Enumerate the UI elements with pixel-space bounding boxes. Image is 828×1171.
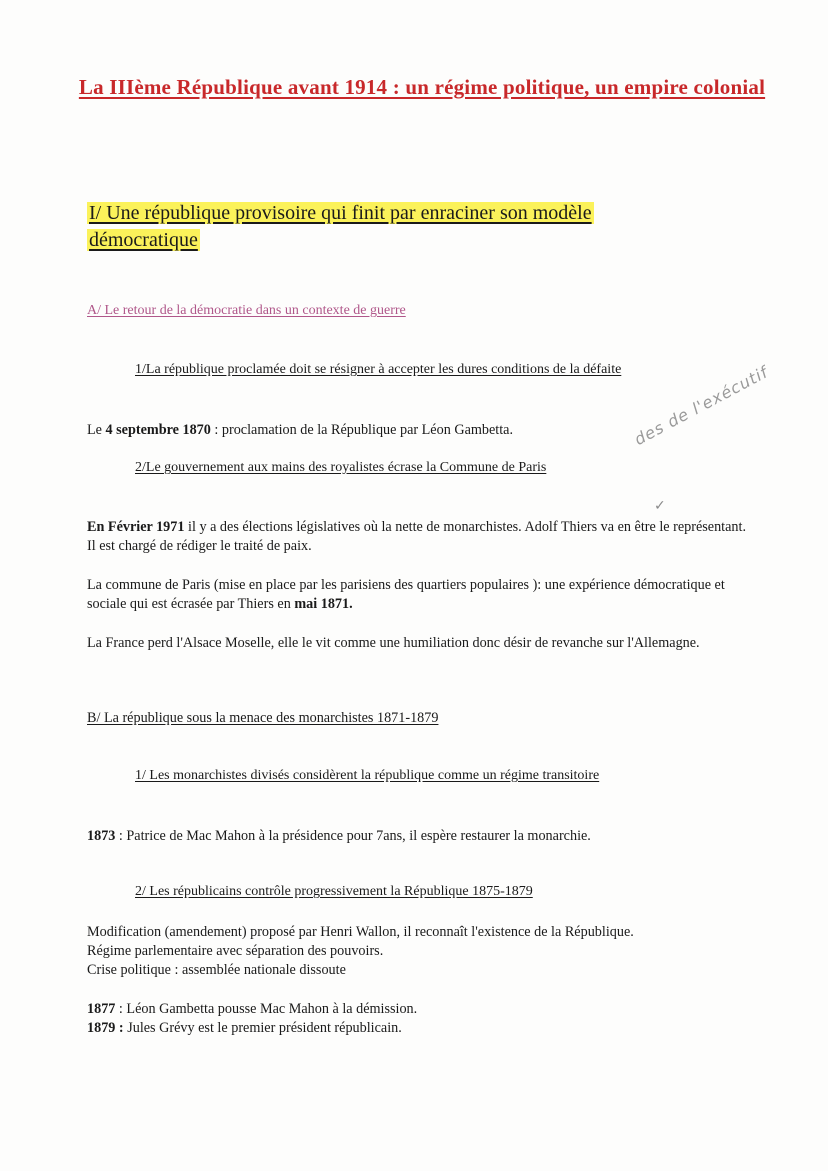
paragraph-commune: [87, 576, 747, 614]
date-mai-1871: mai 1871.: [294, 596, 353, 612]
date-1879: 1879 :: [87, 1020, 124, 1036]
section-1-heading-text: I/ Une république provisoire qui finit par enraciner son modèle démocratique: [89, 202, 592, 251]
part-b-subheading-2: 2/ Les républicains contrôle progressivement la République 1875-1879: [135, 884, 533, 899]
paragraph-alsace: La France perd l'Alsace Moselle, elle le vit comme une humiliation donc désir de revanche sur l'Allemagne.: [87, 635, 700, 651]
date-1870: 4 septembre 1870: [105, 422, 211, 438]
paragraph-1877-1879: [87, 1000, 747, 1038]
page-title: La IIIème République avant 1914 : un régime politique, un empire colonial: [78, 75, 766, 99]
paragraph-wallon: [87, 923, 747, 980]
paragraph-1873-text: : Patrice de Mac Mahon à la présidence pour 7ans, il espère restaurer la monarchie.: [115, 828, 591, 844]
paragraph-commune-text: La commune de Paris (mise en place par les parisiens des quartiers populaires ): une expérience démocratique et sociale qui est écrasée par Thiers en: [87, 577, 725, 612]
paragraph-wallon-line-1: Modification (amendement) proposé par Henri Wallon, il reconnaît l'existence de la République.: [87, 924, 634, 940]
handwritten-tick-mark: ✓: [654, 498, 666, 514]
paragraph-wallon-line-3: Crise politique : assemblée nationale dissoute: [87, 962, 346, 978]
paragraph-wallon-line-2: Régime parlementaire avec séparation des pouvoirs.: [87, 943, 384, 959]
date-1971: En Février 1971: [87, 519, 185, 535]
part-b-heading: B/ La république sous la menace des monarchistes 1871-1879: [87, 710, 439, 726]
part-b-subheading-1: 1/ Les monarchistes divisés considèrent la république comme un régime transitoire: [135, 768, 600, 783]
handwritten-note: des de l'exécutif: [631, 362, 772, 449]
date-1873: 1873: [87, 828, 116, 844]
paragraph-1971-text: il y a des élections législatives où la nette de monarchistes. Adolf Thiers va en être le représentant. Il est chargé de rédiger le traité de paix.: [87, 519, 747, 554]
line-1877-text: : Léon Gambetta pousse Mac Mahon à la démission.: [115, 1001, 418, 1017]
part-a-subheading-1: 1/La république proclamée doit se résigner à accepter les dures conditions de la défaite: [135, 362, 622, 377]
line-1877: [87, 1000, 747, 1019]
date-1877: 1877: [87, 1001, 116, 1017]
part-a-subheading-2: 2/Le gouvernement aux mains des royalistes écrase la Commune de Paris: [135, 460, 547, 475]
part-a-heading: A/ Le retour de la démocratie dans un contexte de guerre: [87, 303, 406, 318]
paragraph-1870-text: : proclamation de la République par Léon Gambetta.: [210, 422, 514, 438]
line-1879: [87, 1019, 747, 1038]
paragraph-1870-prefix: Le: [87, 422, 106, 438]
paragraph-1873: [87, 827, 747, 846]
line-1879-text: Jules Grévy est le premier président républicain.: [123, 1020, 402, 1036]
section-1-heading: [87, 200, 667, 254]
paragraph-1971: [87, 518, 747, 556]
